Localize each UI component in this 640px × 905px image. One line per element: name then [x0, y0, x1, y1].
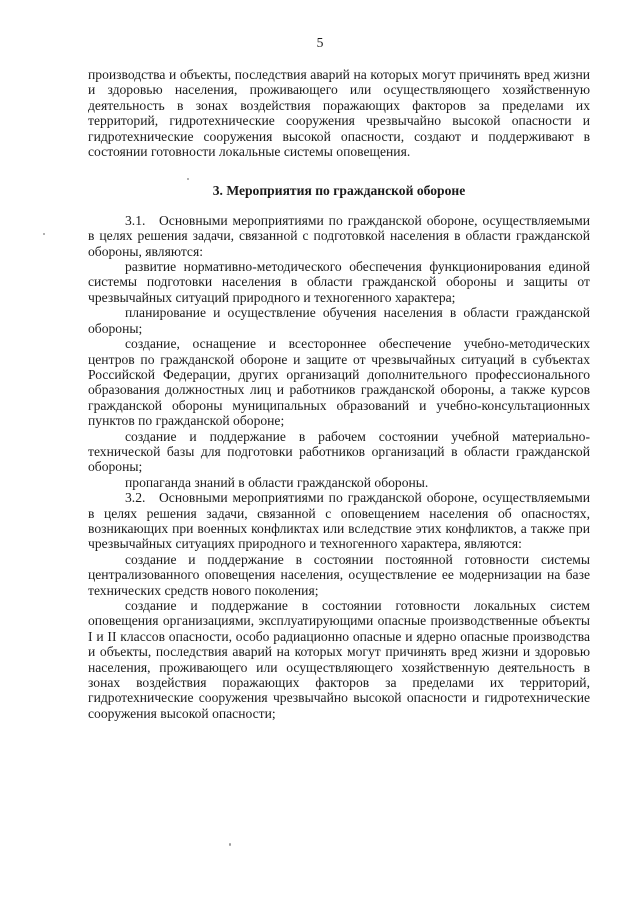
paragraph-continuation: производства и объекты, последствия аварий на которых могут причинять вред жизни и здоровью населения, проживающего или осуществляющего хозяйственную деятельность в зонах воздействия поражающих факторов за пределами их территорий, гидротехнические сооружения чрезвычайно высокой опасности и гидротехнические сооружения высокой опасности, создают и поддерживают в состоянии готовности локальные системы оповещения. — [88, 67, 590, 160]
list-item-paragraph: создание, оснащение и всестороннее обеспечение учебно-методических центров по гражданской обороне и защите от чрезвычайных ситуаций в субъектах Российской Федерации, других организаций дополнительного профессионального образования должностных лиц и работников гражданской обороны, а также курсов гражданской обороны муниципальных образований и учебно-консультационных пунктов по гражданской обороне; — [88, 336, 590, 429]
list-item-paragraph: планирование и осуществление обучения населения в области гражданской обороны; — [88, 305, 590, 336]
scan-speck — [229, 843, 231, 846]
paragraph-3-2: 3.2. Основными мероприятиями по гражданской обороне, осуществляемыми в целях решения задачи, связанной с оповещением населения об опасностях, возникающих при военных конфликтах или вследствие этих конфликтов, а также при чрезвычайных ситуациях природного и техногенного характера, являются: — [88, 490, 590, 552]
paragraph-3-1: 3.1. Основными мероприятиями по гражданской обороне, осуществляемыми в целях решения задачи, связанной с подготовкой населения в области гражданской обороны, являются: — [88, 212, 590, 259]
section-heading: 3. Мероприятия по гражданской обороне — [212, 183, 466, 199]
page-number: 5 — [316, 35, 324, 50]
list-item-paragraph: пропаганда знаний в области гражданской обороны. — [125, 474, 429, 490]
list-item-paragraph: создание и поддержание в состоянии постоянной готовности системы централизованного оповещения населения, осуществление ее модернизации на базе технических средств нового поколения; — [88, 551, 590, 598]
document-body — [88, 67, 590, 721]
list-item-paragraph: развитие нормативно-методического обеспечения функционирования единой системы подготовки населения в области гражданской обороны и защиты от чрезвычайных ситуаций природного и техногенного характера; — [88, 259, 590, 305]
list-item-paragraph: создание и поддержание в состоянии готовности локальных систем оповещения организациями, эксплуатирующими опасные производственные объекты I и II классов опасности, особо радиационно опасные и ядерно опасные производства и объекты, последствия аварий на которых могут причинять вред жизни и здоровью населения, проживающего или осуществляющего хозяйственную деятельность в зонах воздействия поражающих факторов за пределами их территорий, гидротехнические сооружения чрезвычайно высокой опасности и гидротехнические сооружения высокой опасности; — [88, 598, 590, 721]
spacer — [88, 159, 590, 168]
list-item-paragraph: создание и поддержание в рабочем состоянии учебной материально-технической базы для подготовки работников организаций в области гражданской обороны; — [88, 428, 590, 475]
scan-speck — [187, 178, 189, 180]
scan-speck — [43, 233, 45, 235]
